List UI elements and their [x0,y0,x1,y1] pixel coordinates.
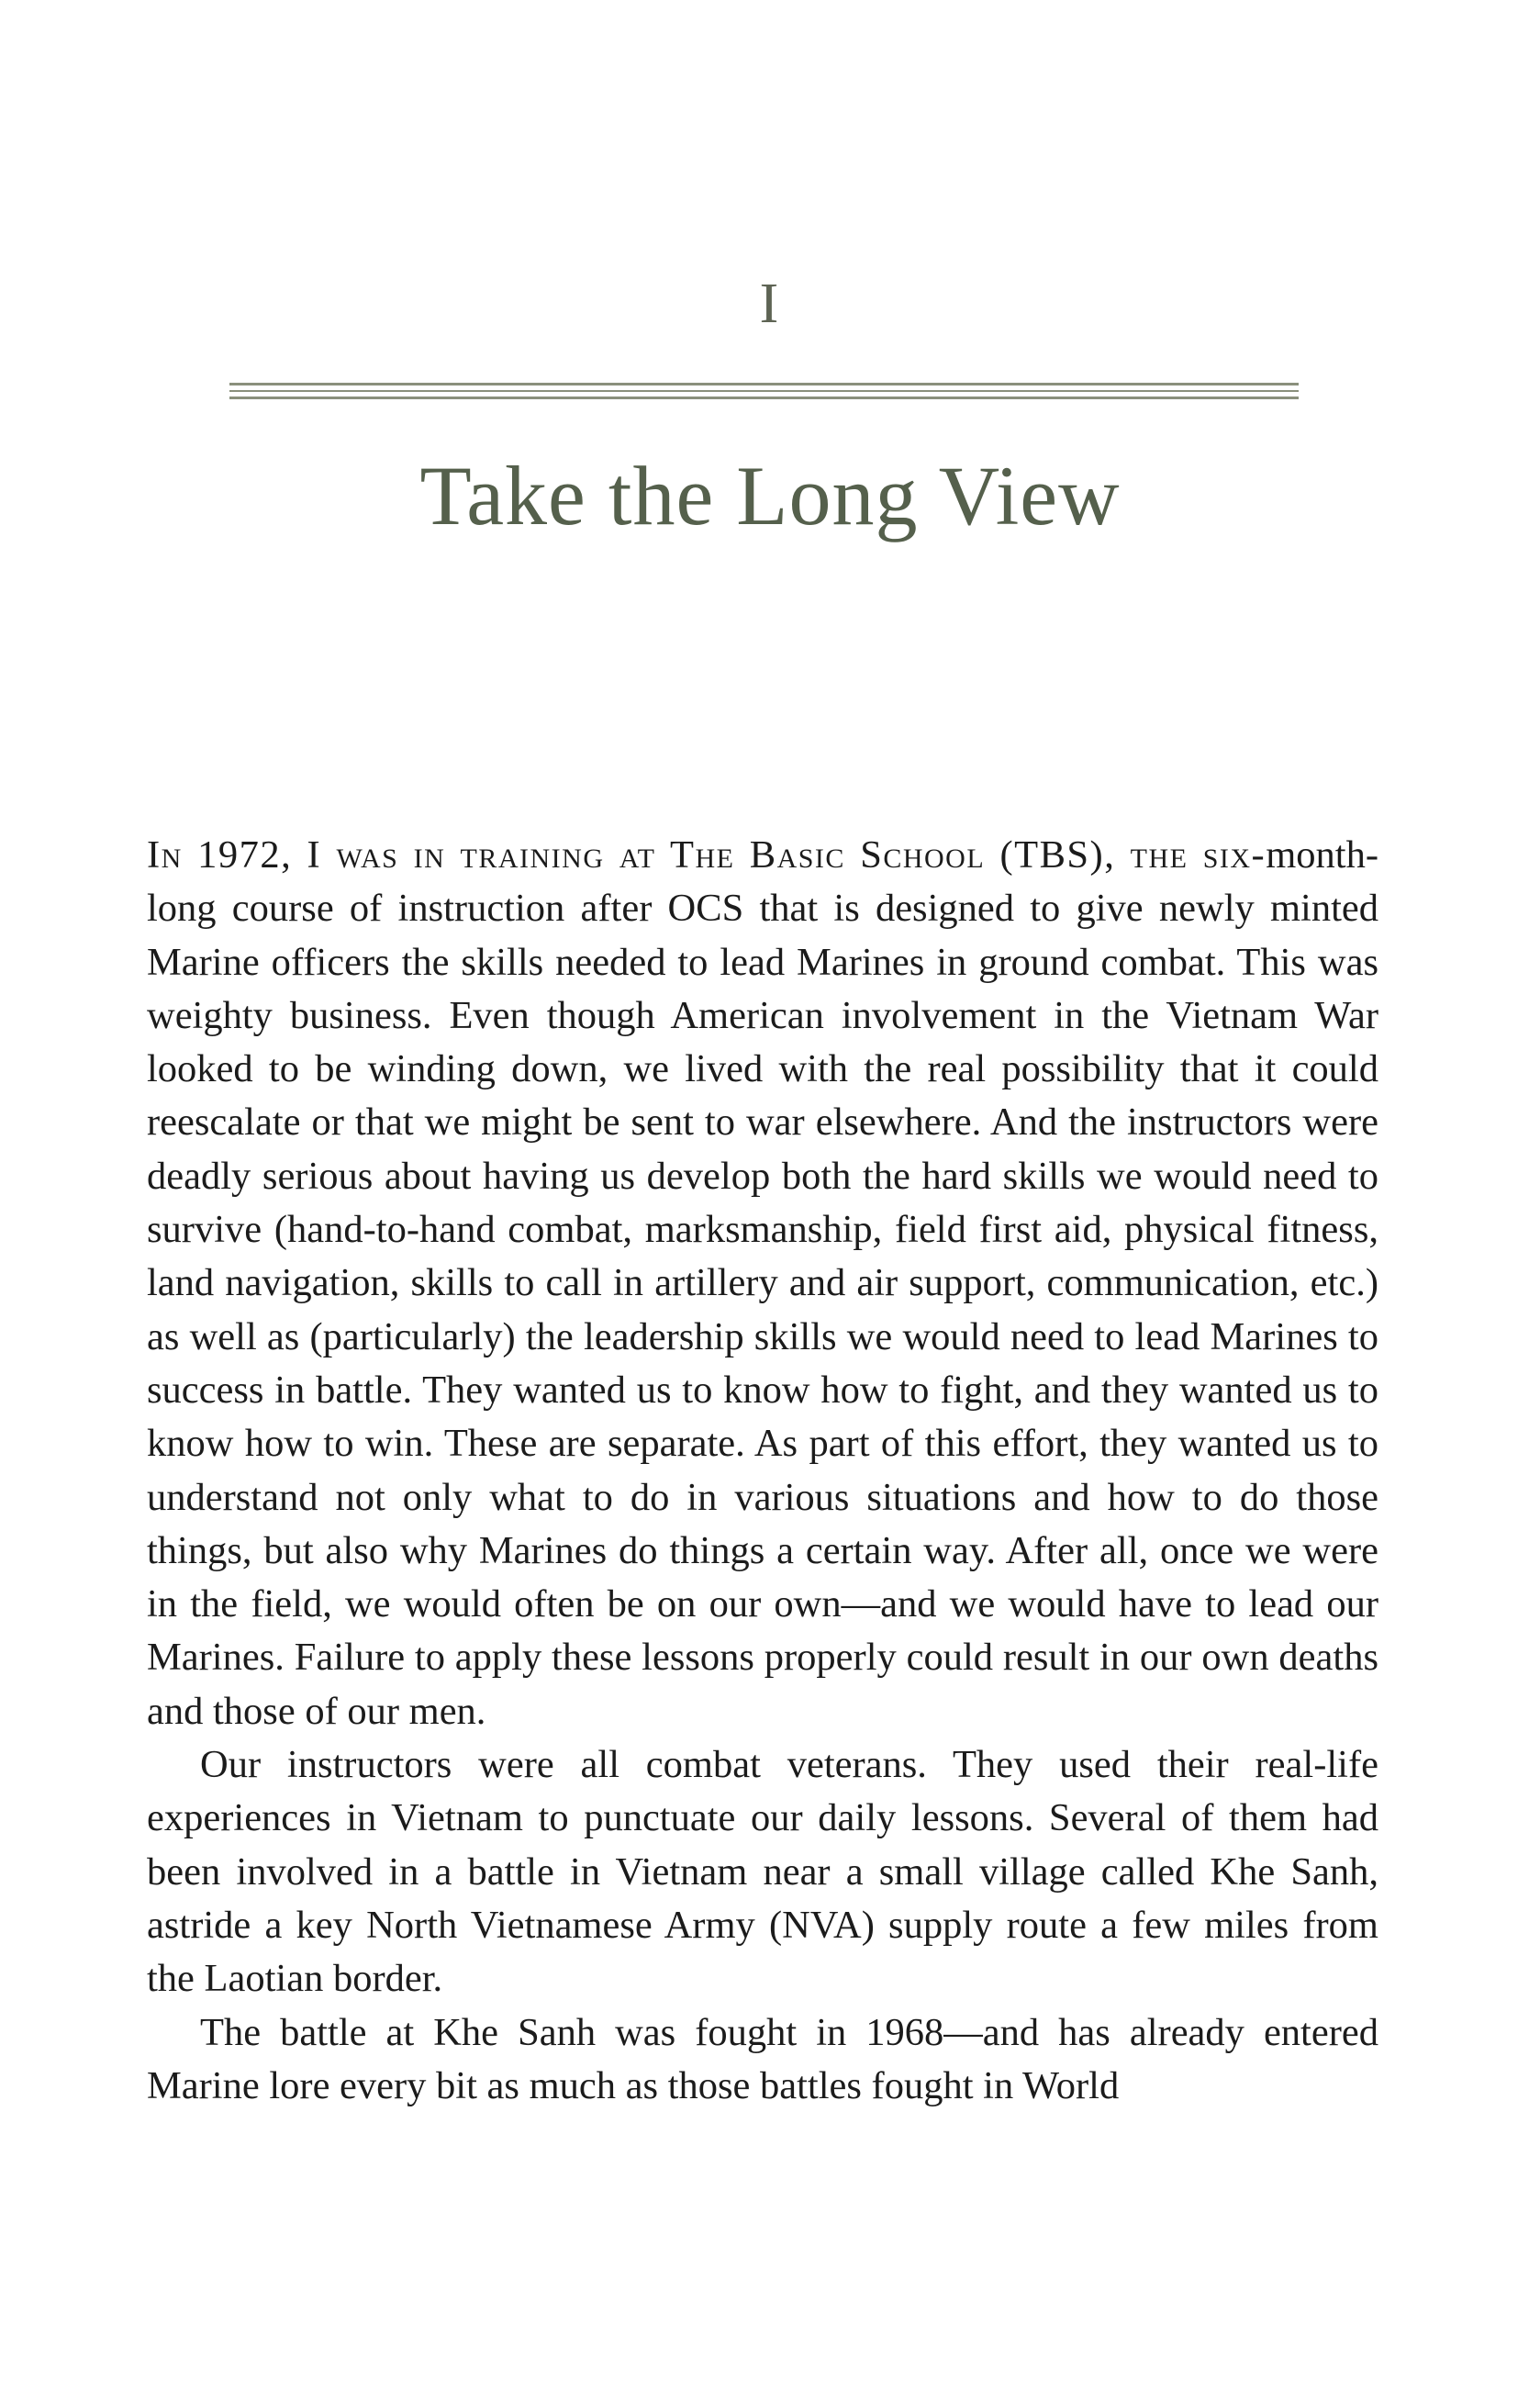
chapter-body [147,829,1378,2113]
paragraph-3: The battle at Khe Sanh was fought in 1968—and has already entered Marine lore every bit as much as those battles fought in World [147,2010,1378,2107]
paragraph-1-lead-in: In 1972, I was in training at The Basic School (TBS), the six- [147,833,1267,877]
chapter-rule-middle [229,390,1299,392]
chapter-rule-top [229,383,1299,385]
paragraph-1-text: month-long course of instruction after OCS that is designed to give newly minted Marine officers the skills needed to lead Marines in ground combat. This was weighty business. Even though American involvement in the Vietnam War looked to be winding down, we lived with the real possibility that it could reescalate or that we might be sent to war elsewhere. And the instructors were deadly serious about having us develop both the hard skills we would need to survive (hand-to-hand combat, marksmanship, field first aid, physical fitness, land navigation, skills to call in artillery and air support, communication, etc.) as well as (particularly) the leadership skills we would need to lead Marines to success in battle. They wanted us to know how to fight, and they wanted us to know how to win. These are separate. As part of this effort, they wanted us to understand not only what to do in various situations and how to do those things, but also why Marines do things a certain way. After all, once we were in the field, we would often be on our own—and we would have to lead our Marines. Failure to apply these lessons properly could result in our own deaths and those of our men. [147,833,1378,1733]
paragraph-2: Our instructors were all combat veterans. They used their real-life experiences in Vietnam to punctuate our daily lessons. Several of them had been involved in a battle in Vietnam near a small village called Khe Sanh, astride a key North Vietnamese Army (NVA) supply route a few miles from the Laotian border. [147,1743,1378,2001]
paragraph-1 [147,829,1378,1738]
chapter-title: Take the Long View [419,449,1121,542]
chapter-rule-bottom [229,397,1299,399]
chapter-number: I [759,273,781,335]
